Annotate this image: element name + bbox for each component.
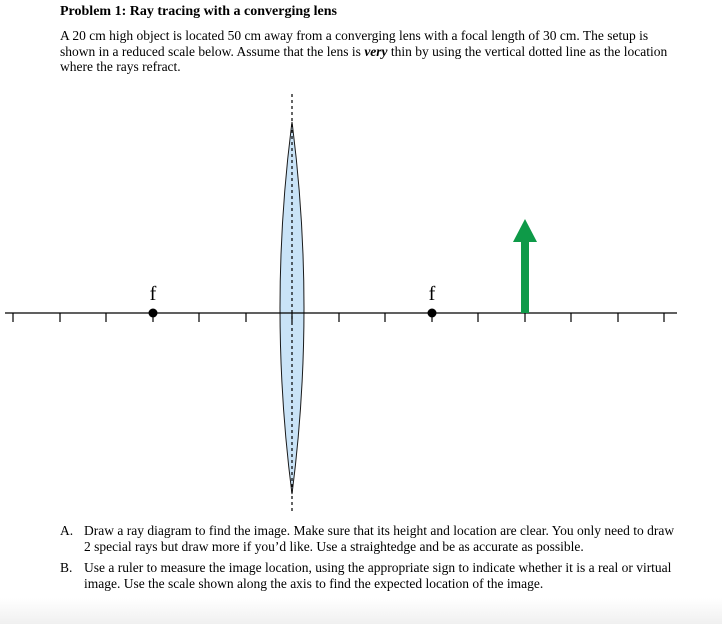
focal-label-left: f [149,283,157,305]
focal-point-left [149,309,158,318]
intro-text-start: A 20 cm high object is located 50 cm away from a converging lens with a focal length of 30 cm. The setup is shown in a reduced scale below. Assume that the lens is [60,28,649,59]
axis-ticks [13,313,664,322]
page-bottom-edge [0,598,722,624]
problem-title: Problem 1: Ray tracing with a converging lens [60,4,337,19]
intro-text-end: thin by using the vertical dotted line as the location where the rays refract. [60,43,668,74]
intro-emphasis: very [364,43,388,59]
question-letter: B. [60,560,73,575]
question-text: Draw a ray diagram to find the image. Make sure that its height and location are clear. You only need to draw 2 special rays but draw more if you’d like. Use a straightedge and be as accurate as possible. [84,523,675,554]
question-list [60,523,675,597]
object-arrow-head [513,219,537,242]
focal-label-right: f [428,283,436,305]
focal-point-right [428,309,437,318]
object-arrow-shaft [521,240,529,313]
object-arrow [513,219,537,313]
question-letter: A. [60,523,74,538]
question-b [60,560,675,591]
question-a [60,523,675,554]
question-text: Use a ruler to measure the image location, using the appropriate sign to indicate whether it is a real or virtual image. Use the scale shown along the axis to find the expected location of the image. [84,560,672,591]
